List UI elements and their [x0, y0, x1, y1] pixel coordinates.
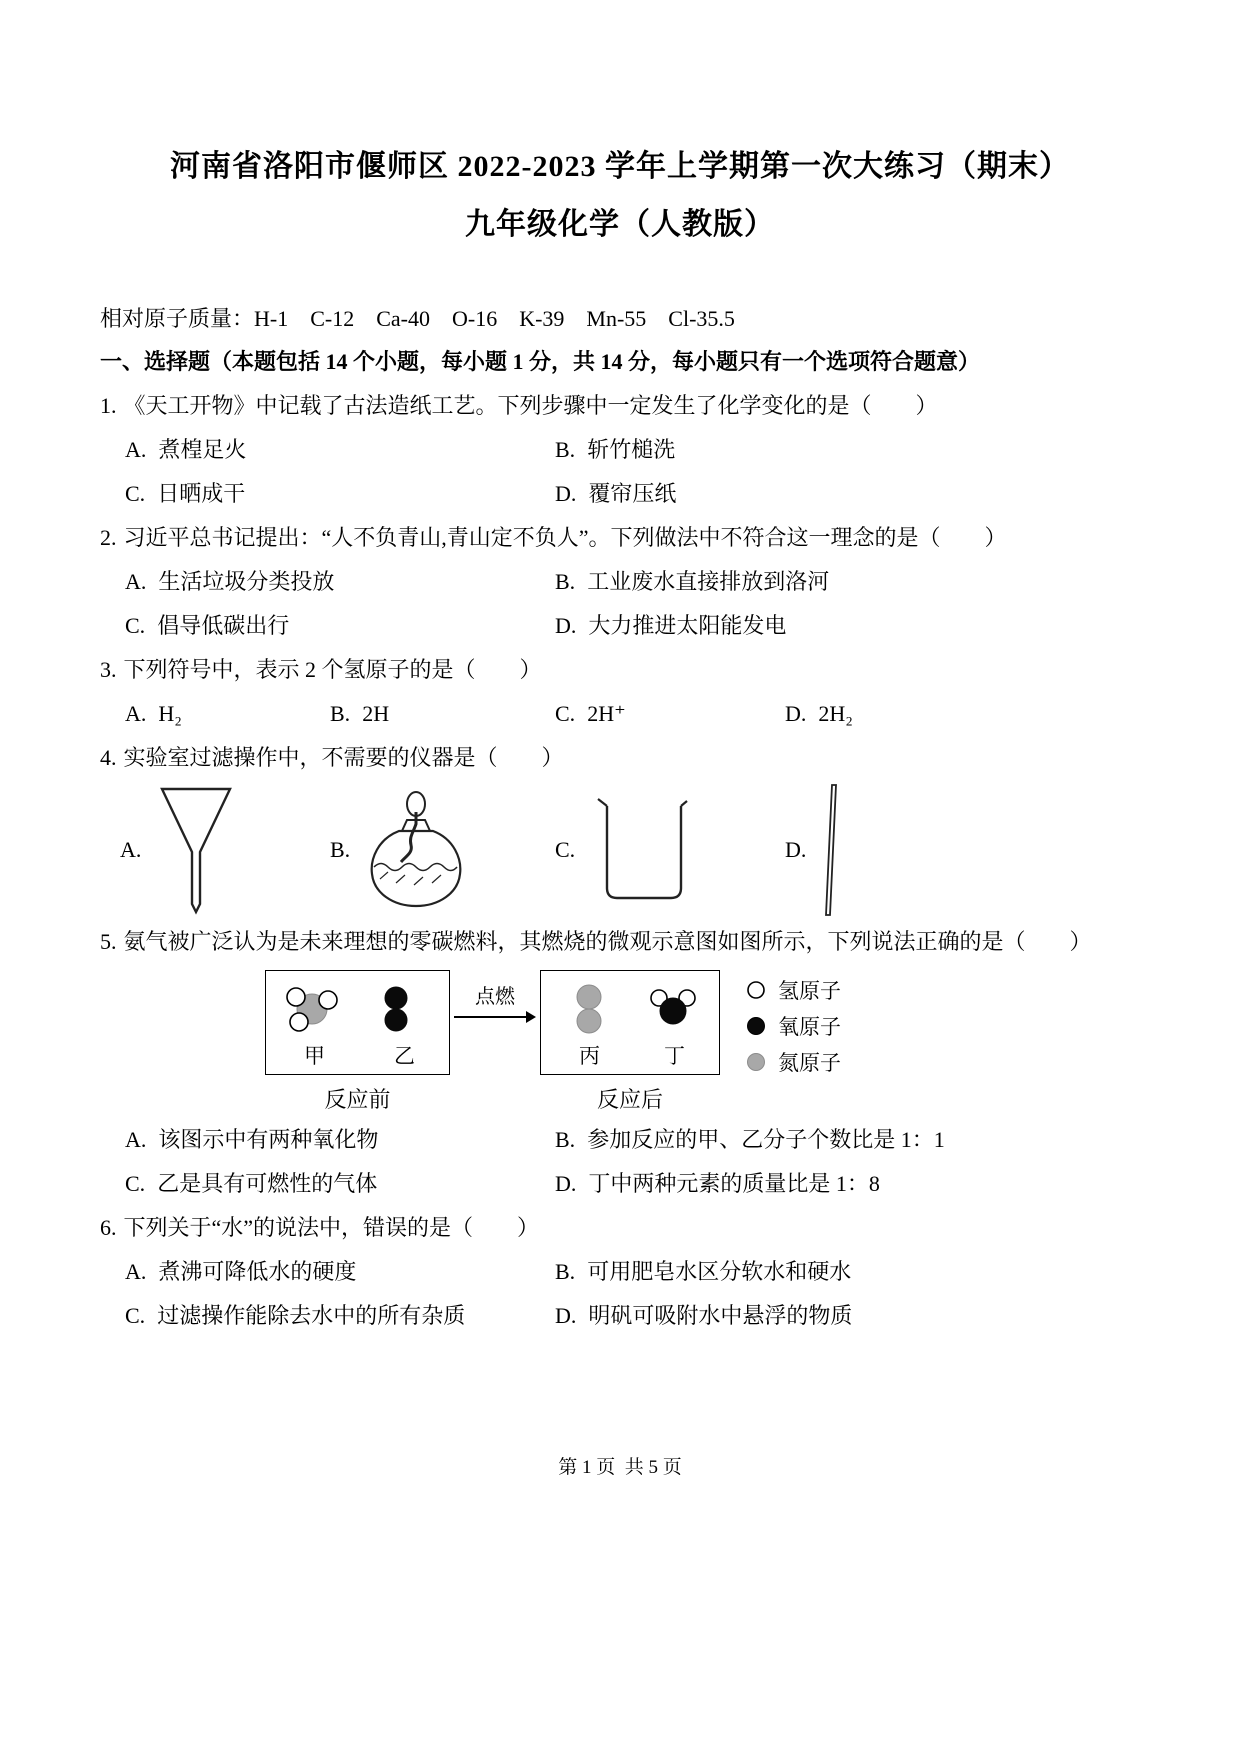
option-d [555, 1162, 1140, 1206]
question-stem-text: 实验室过滤操作中，不需要的仪器是（ ） [123, 745, 564, 770]
option-label: C. [125, 1171, 146, 1196]
ignite-label: 点燃 [475, 986, 515, 1008]
option-a [125, 560, 555, 604]
option-b [330, 787, 555, 913]
option-label: C. [555, 837, 576, 862]
option-label: D. [555, 481, 577, 506]
option-b [555, 1118, 1140, 1162]
option-c [555, 692, 785, 736]
question-1-options [100, 428, 1140, 516]
oxygen-atom-icon [746, 1016, 766, 1036]
question-6-options [100, 1250, 1140, 1338]
question-number: 5. [100, 929, 117, 954]
reaction-arrow-area [450, 970, 540, 1024]
option-text: 乙是具有可燃性的气体 [157, 1171, 378, 1196]
option-text: H₂ [158, 701, 182, 726]
before-molecule-labels [266, 1043, 449, 1069]
question-stem-text: 氨气被广泛认为是未来理想的零碳燃料，其燃烧的微观示意图如图所示，下列说法正确的是（ ） [123, 929, 1092, 954]
section-one-header: 一、选择题（本题包括 14 个小题，每小题 1 分，共 14 分，每小题只有一个选项符合题意） [100, 349, 981, 374]
option-label: B. [330, 837, 351, 862]
option-text: 斩竹槌洗 [587, 437, 676, 462]
molecule-label-bing: 丙 [579, 1044, 600, 1068]
question-2-options [100, 560, 1140, 648]
option-label: A. [120, 837, 142, 862]
option-b [555, 560, 1140, 604]
question-5 [100, 920, 1140, 1206]
option-text: 该图示中有两种氧化物 [158, 1127, 379, 1152]
before-reaction-box [265, 970, 450, 1075]
question-number: 2. [100, 525, 117, 550]
question-3 [100, 648, 1140, 736]
question-2 [100, 516, 1140, 648]
option-d [785, 692, 1140, 736]
option-label: D. [785, 701, 807, 726]
nitrogen-atom-icon [746, 1052, 766, 1072]
question-stem-text: 下列关于“水”的说法中，错误的是（ ） [123, 1215, 540, 1240]
option-c [125, 1294, 555, 1338]
molecule-label-ding: 丁 [664, 1044, 685, 1068]
after-reaction-box [540, 970, 720, 1075]
option-a [125, 692, 330, 736]
option-text: 2H [362, 701, 390, 726]
option-text: 日晒成干 [157, 481, 246, 506]
option-label: B. [555, 569, 576, 594]
option-label: B. [555, 1259, 576, 1284]
legend-label: 氢原子 [778, 979, 841, 1003]
legend-label: 氮原子 [778, 1051, 841, 1075]
option-a [125, 1118, 555, 1162]
option-label: A. [125, 701, 147, 726]
legend-row-oxygen [746, 1008, 841, 1044]
option-label: A. [125, 1127, 147, 1152]
option-text: 过滤操作能除去水中的所有杂质 [157, 1303, 466, 1328]
option-text: 煮沸可降低水的硬度 [158, 1259, 357, 1284]
atom-legend [746, 970, 841, 1080]
option-d [555, 1294, 1140, 1338]
option-label: C. [125, 1303, 146, 1328]
question-6-stem [100, 1206, 1140, 1250]
option-b [555, 1250, 1140, 1294]
caption-gap [450, 1082, 540, 1118]
funnel-icon [157, 784, 235, 916]
after-molecules-icon [541, 977, 717, 1043]
option-label: D. [785, 837, 807, 862]
option-text: 煮楻足火 [158, 437, 247, 462]
option-d [555, 604, 1140, 648]
option-label: B. [555, 1127, 576, 1152]
option-text: 丁中两种元素的质量比是 1：8 [588, 1171, 880, 1196]
option-c [125, 1162, 555, 1206]
option-text: 可用肥皂水区分软水和硬水 [587, 1259, 852, 1284]
question-5-options [100, 1118, 1140, 1206]
diagram-captions [265, 1082, 1140, 1118]
atomic-mass-line: 相对原子质量：H-1 C-12 Ca-40 O-16 K-39 Mn-55 Cl-35.5 [100, 306, 735, 331]
option-text: 明矾可吸附水中悬浮的物质 [588, 1303, 853, 1328]
option-d [555, 472, 1140, 516]
option-text: 工业废水直接排放到洛河 [587, 569, 830, 594]
option-b [330, 692, 555, 736]
question-4-options [100, 780, 1140, 920]
hydrogen-atom-icon [746, 980, 766, 1000]
question-3-stem [100, 648, 1140, 692]
option-text: 2H⁺ [587, 701, 626, 726]
option-label: C. [555, 701, 576, 726]
question-number: 4. [100, 745, 117, 770]
option-label: B. [330, 701, 351, 726]
option-label: C. [125, 481, 146, 506]
option-label: B. [555, 437, 576, 462]
before-molecules-icon [266, 977, 446, 1043]
option-text: 覆帘压纸 [588, 481, 677, 506]
question-1 [100, 384, 1140, 516]
question-number: 6. [100, 1215, 117, 1240]
option-label: A. [125, 1259, 147, 1284]
exam-title-line1: 河南省洛阳市偃师区 2022-2023 学年上学期第一次大练习（期末） [170, 150, 1070, 183]
option-text: 大力推进太阳能发电 [588, 613, 787, 638]
option-label: D. [555, 1171, 577, 1196]
alcohol-lamp-icon [366, 787, 466, 913]
before-caption: 反应前 [324, 1087, 391, 1112]
molecule-label-yi: 乙 [394, 1044, 415, 1068]
option-d [785, 783, 1140, 917]
option-label: A. [125, 437, 147, 462]
q5-reaction-diagram [265, 970, 1140, 1082]
option-a [125, 428, 555, 472]
question-4-stem [100, 736, 1140, 780]
option-label: A. [125, 569, 147, 594]
question-1-stem [100, 384, 1140, 428]
option-text: 2H₂ [818, 701, 853, 726]
legend-label: 氧原子 [778, 1015, 841, 1039]
question-3-options [100, 692, 1140, 736]
glass-rod-icon [822, 783, 840, 917]
exam-title-line2: 九年级化学（人教版） [465, 208, 775, 241]
option-c [555, 794, 785, 906]
option-a [125, 1250, 555, 1294]
question-4 [100, 736, 1140, 920]
question-5-stem [100, 920, 1140, 964]
option-label: D. [555, 1303, 577, 1328]
option-text: 参加反应的甲、乙分子个数比是 1：1 [587, 1127, 945, 1152]
question-6 [100, 1206, 1140, 1338]
option-label: D. [555, 613, 577, 638]
reaction-arrow-icon [454, 1010, 536, 1024]
legend-row-nitrogen [746, 1044, 841, 1080]
after-molecule-labels [541, 1043, 719, 1069]
option-text: 生活垃圾分类投放 [158, 569, 335, 594]
question-stem-text: 习近平总书记提出：“人不负青山,青山定不负人”。下列做法中不符合这一理念的是（ ） [123, 525, 1007, 550]
question-2-stem [100, 516, 1140, 560]
page-footer: 第 1 页 共 5 页 [558, 1457, 682, 1478]
molecule-label-jia: 甲 [304, 1044, 325, 1068]
option-a [120, 784, 330, 916]
question-stem-text: 《天工开物》中记载了古法造纸工艺。下列步骤中一定发生了化学变化的是（ ） [123, 393, 938, 418]
option-b [555, 428, 1140, 472]
option-c [125, 472, 555, 516]
question-number: 3. [100, 657, 117, 682]
legend-row-hydrogen [746, 972, 841, 1008]
option-label: C. [125, 613, 146, 638]
question-number: 1. [100, 393, 117, 418]
beaker-icon [591, 794, 693, 906]
question-stem-text: 下列符号中，表示 2 个氢原子的是（ ） [123, 657, 542, 682]
option-text: 倡导低碳出行 [157, 613, 290, 638]
after-caption: 反应后 [596, 1087, 663, 1112]
option-c [125, 604, 555, 648]
